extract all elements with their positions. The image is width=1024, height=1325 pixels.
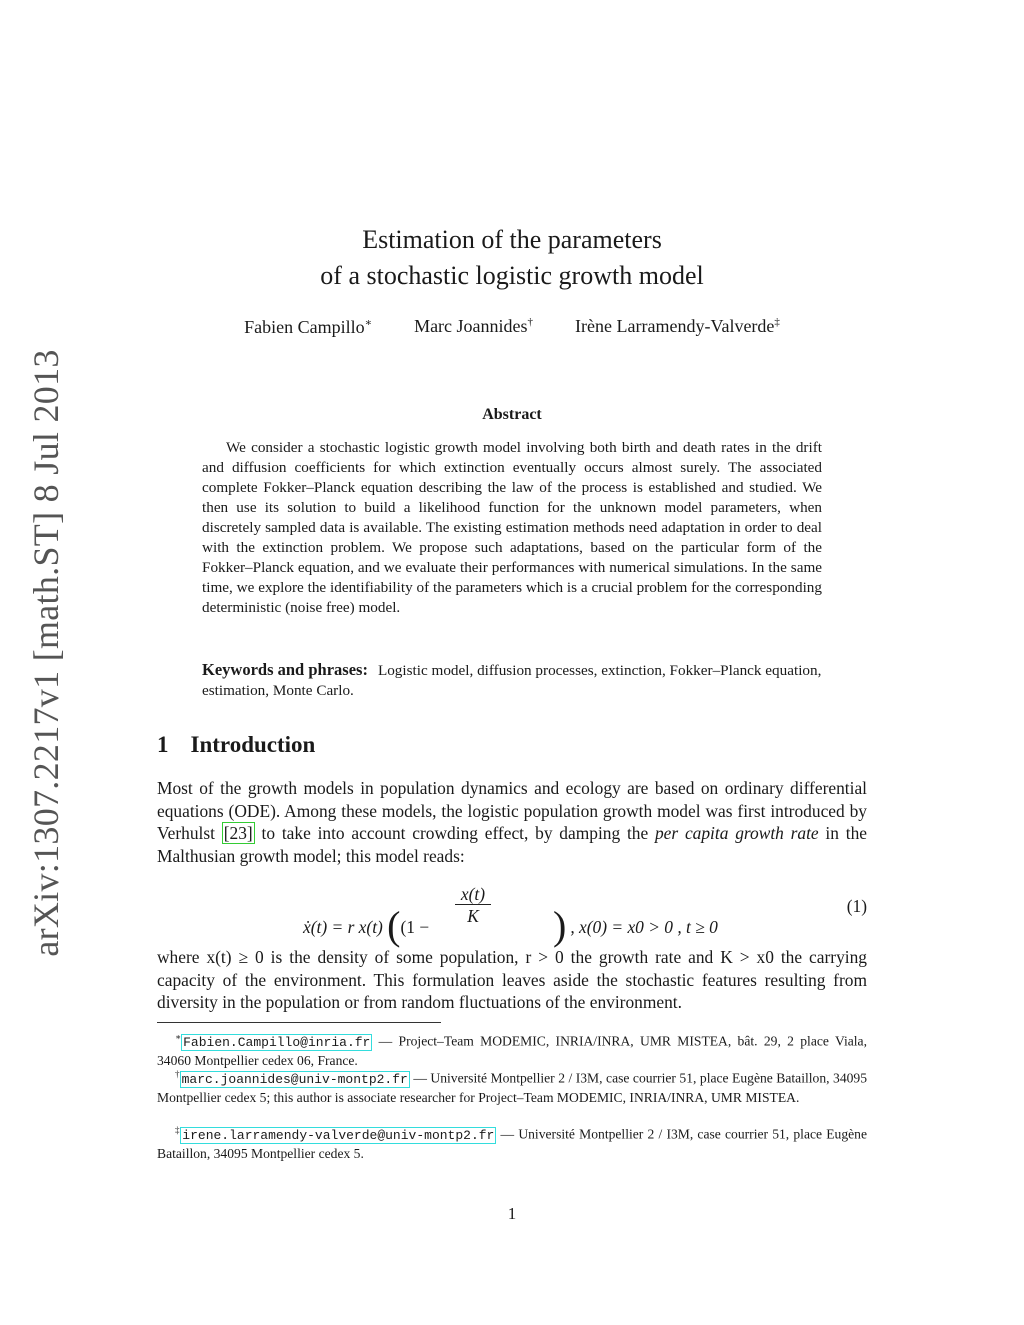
equation-1: [157, 882, 867, 948]
citation-link-23[interactable]: [23]: [223, 823, 253, 844]
section-heading-introduction: 1 Introduction: [157, 732, 316, 757]
abstract-body: We consider a stochastic logistic growth model involving both birth and death rates in the drift and diffusion coefficients for which extinction eventually occurs almost surely. The associated complete Fokker–Planck equation describing the law of the process is established and studied. We then use its solution to build a likelihood function for the unknown model parameters, when discretely sampled data is available. The existing estimation methods need adaptation in order to deal with the extinction problem. We propose such adaptations, based on the particular form of the Fokker–Planck equation, and we evaluate their performances with numerical simulations. In the same time, we explore the identifiability of the parameters which is a crucial problem for the corresponding deterministic (noise free) model.: [202, 439, 822, 616]
keywords-text: Logistic model, diffusion processes, extinction, Fokker–Planck equation, estimation, Monte Carlo.: [202, 662, 822, 699]
paper-title-line-1: Estimation of the parameters: [362, 225, 662, 254]
equation-lhs: ẋ(t) = r x(t) ((1 −: [303, 903, 430, 948]
intro-paragraph-1: Most of the growth models in population dynamics and ecology are based on ordinary differential equations (ODE). Among these models, the logistic population growth model was first introduced by Verhulst [23] to take into account crowding effect, by damping the per capita growth rate in the Malthusian growth model; this model reads:: [157, 778, 867, 867]
equation-number: (1): [846, 896, 867, 916]
arxiv-identifier-text: arXiv:1307.2217v1 [math.ST] 8 Jul 2013: [26, 348, 66, 957]
footnote-rule: [157, 1022, 441, 1023]
keywords: [202, 660, 822, 701]
author-3: Irène Larramendy-Valverde‡: [575, 316, 780, 336]
footnote-3: ‡ irene.larramendy-valverde@univ-montp2.fr — Université Montpellier 2 / I3M, case courrier 51, place Eugène Bataillon, 34095 Montpellier cedex 5.: [157, 1125, 868, 1161]
footnote-2: † marc.joannides@univ-montp2.fr — Université Montpellier 2 / I3M, case courrier 51, place Eugène Bataillon, 34095 Montpellier cedex 5; this author is associate researcher for Project–Team MODEMIC, INRIA/INRA, UMR MISTEA.: [157, 1069, 868, 1105]
keywords-label: Keywords and phrases:: [202, 660, 368, 679]
arxiv-identifier-sidebar: [22, 348, 70, 957]
email-link-joannides[interactable]: marc.joannides@univ-montp2.fr: [181, 1071, 408, 1087]
paper-title-line-2: of a stochastic logistic growth model: [320, 261, 704, 290]
email-link-campillo[interactable]: Fabien.Campillo@inria.fr: [183, 1034, 371, 1050]
author-list: [0, 316, 1024, 338]
page-number: 1: [507, 1204, 517, 1223]
intro-paragraph-2: where x(t) ≥ 0 is the density of some population, r > 0 the growth rate and K > x0 the carrying capacity of the environment. This formulation leaves aside the stochastic features resulting from diversity in the population or from random fluctuations of the environment.: [157, 947, 867, 1013]
author-1: Fabien Campillo∗: [244, 317, 373, 337]
equation-fraction: $\frac{x(t)}{K}$: [455, 884, 491, 927]
author-2: Marc Joannides†: [414, 316, 534, 336]
abstract-heading: Abstract: [482, 406, 542, 423]
footnote-1: ∗ Fabien.Campillo@inria.fr — Project–Team MODEMIC, INRIA/INRA, UMR MISTEA, bât. 29, 2 place Viala, 34060 Montpellier cedex 06, France.: [157, 1032, 867, 1068]
email-link-larramendy[interactable]: irene.larramendy-valverde@univ-montp2.fr: [182, 1127, 495, 1143]
equation-rhs: ) , x(0) = x0 > 0 , t ≥ 0: [553, 903, 718, 948]
